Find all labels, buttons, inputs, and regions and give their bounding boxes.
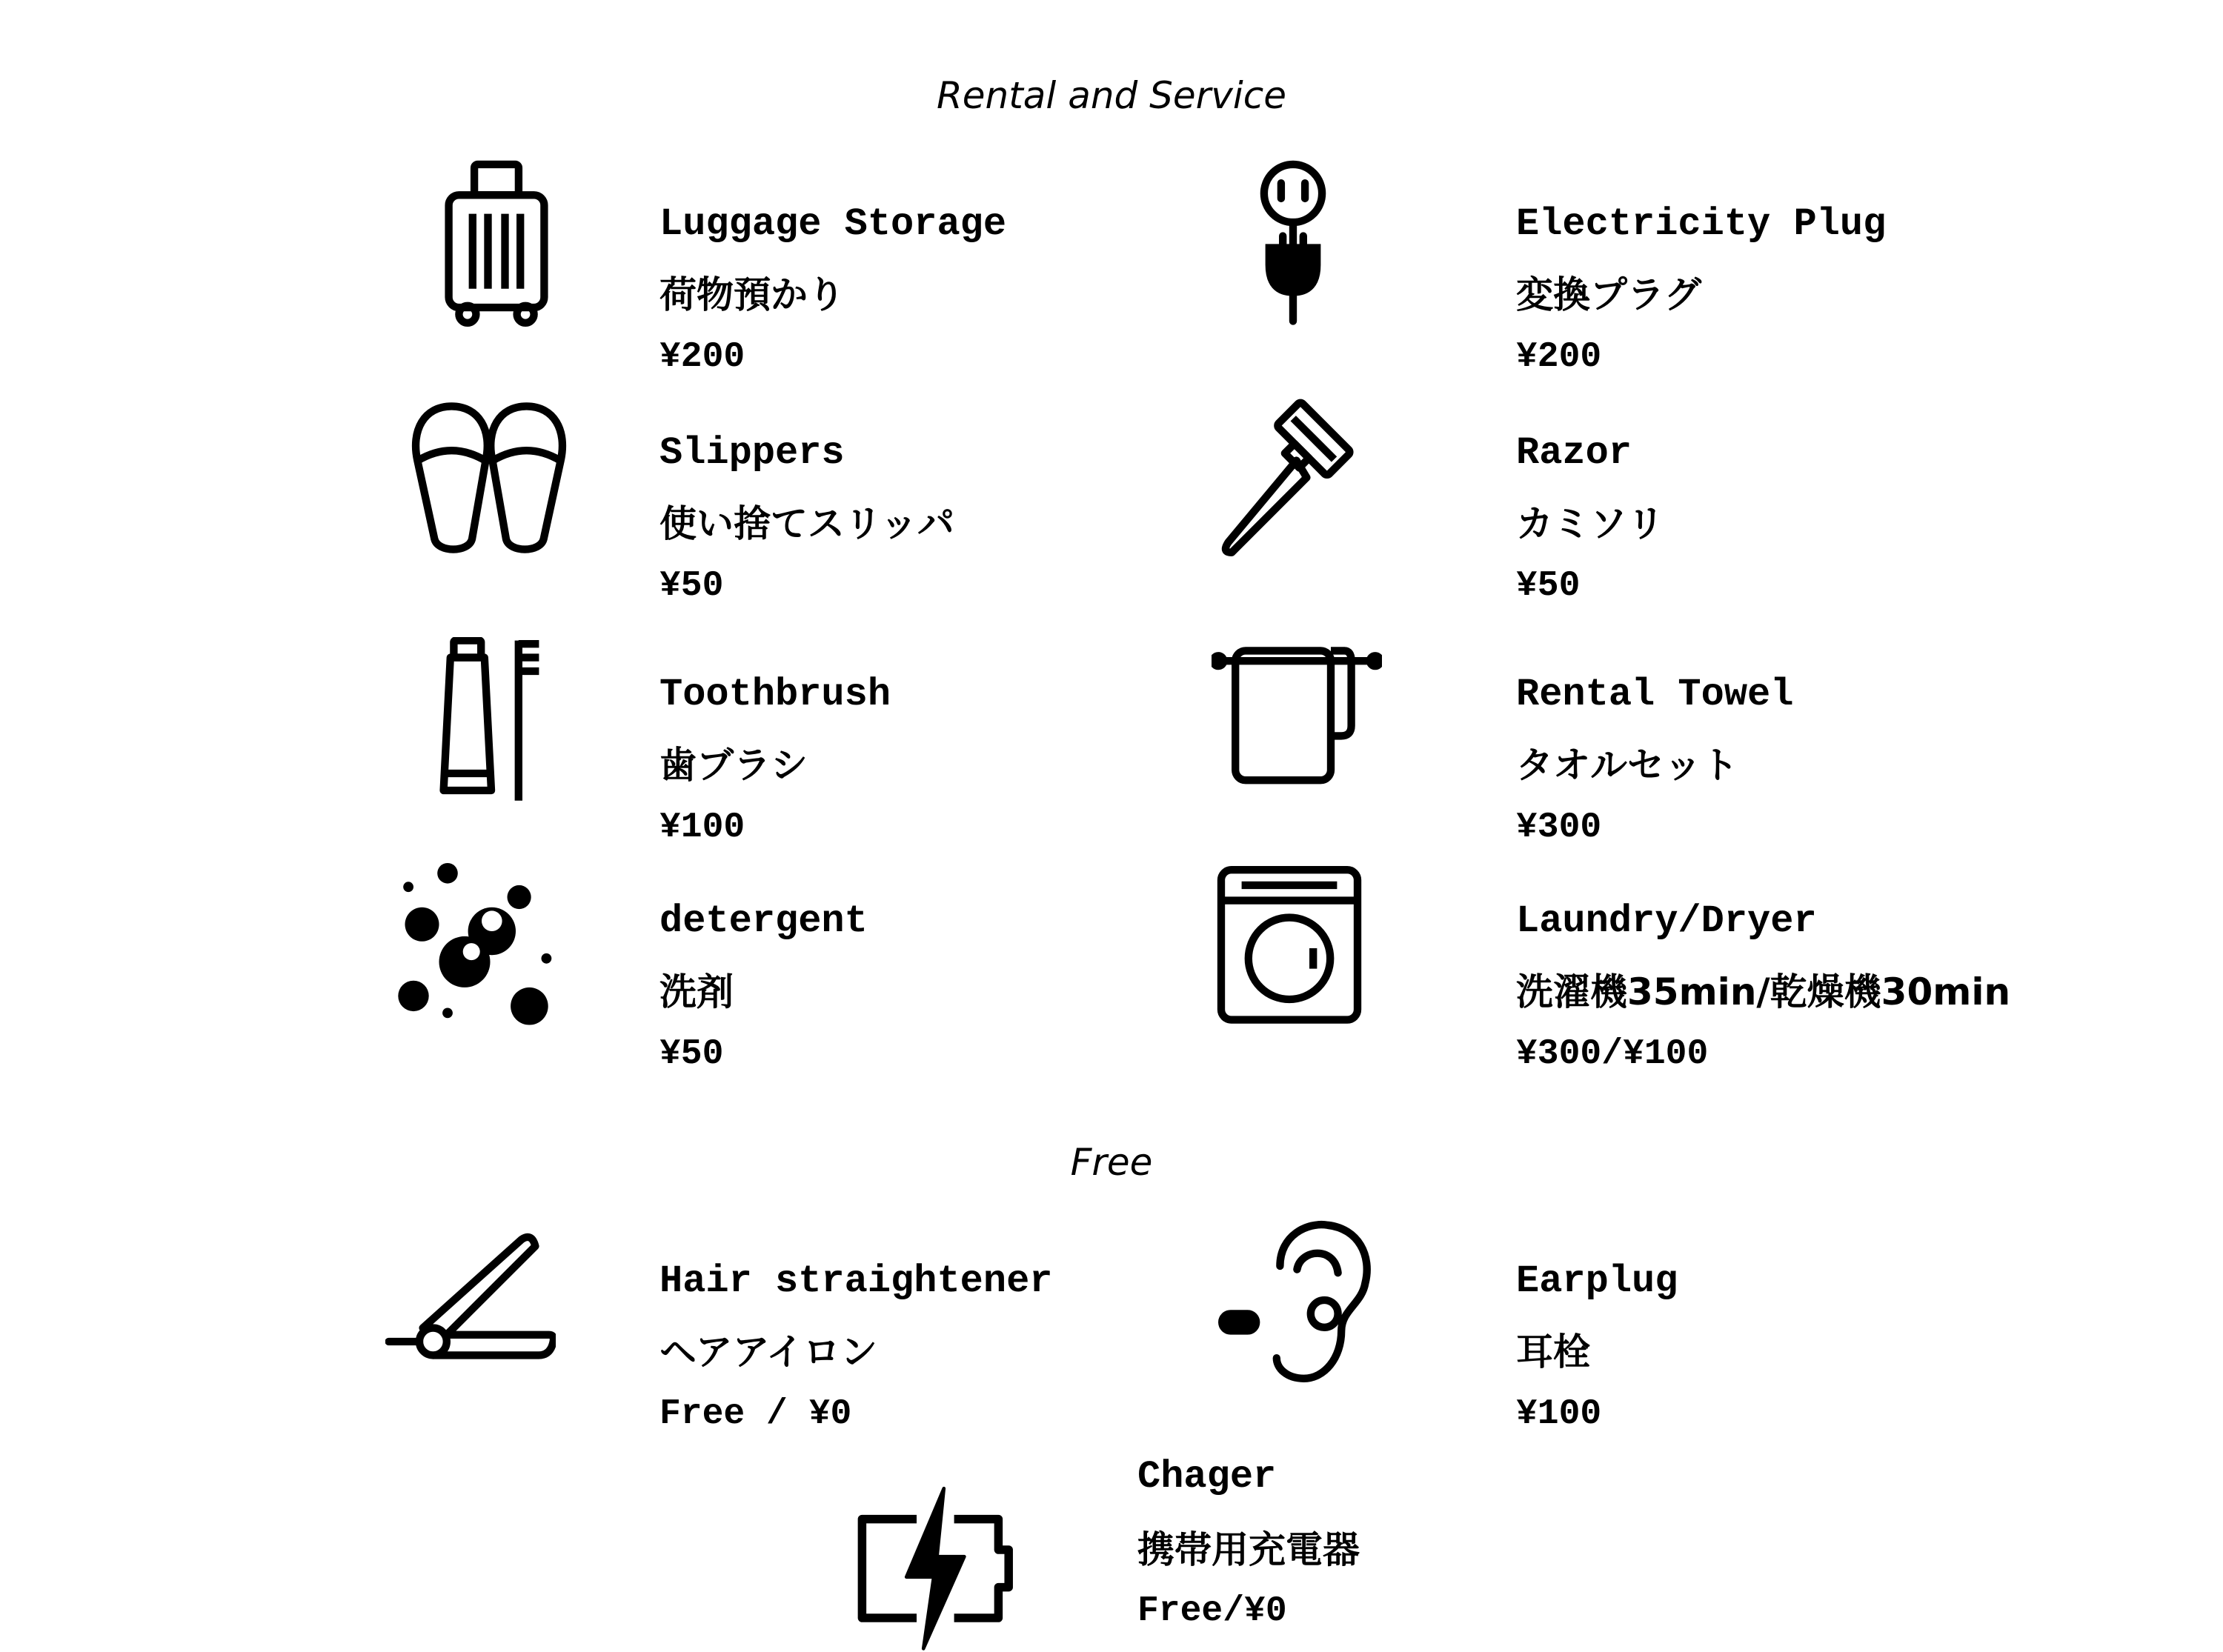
item-name-en: detergent [659, 899, 868, 943]
item-name-ja: タオルセット [1516, 744, 1738, 787]
item-name-en: Earplug [1516, 1259, 1678, 1303]
item-name-en: Electricity Plug [1516, 202, 1887, 246]
item-price: ¥100 [1516, 1394, 1602, 1434]
item-name-en: Toothbrush [659, 673, 891, 716]
item-name-ja: 歯ブラシ [659, 744, 808, 787]
item-name-ja: 洗剤 [659, 970, 734, 1013]
item-price: Free/¥0 [1137, 1591, 1287, 1631]
item-price: Free / ¥0 [659, 1394, 852, 1434]
item-name-en: Razor [1516, 431, 1632, 475]
washing-machine-icon [1204, 863, 1375, 1033]
item-name-en: Slippers [659, 431, 845, 475]
battery-charging-icon [848, 1482, 1019, 1652]
item-price: ¥200 [659, 337, 745, 377]
toothbrush-icon [406, 637, 576, 807]
hair-straightener-icon [385, 1222, 556, 1393]
item-name-en: Chager [1137, 1455, 1277, 1499]
item-price: ¥300 [1516, 807, 1602, 847]
item-price: ¥300/¥100 [1516, 1034, 1709, 1074]
slippers-icon [404, 393, 574, 563]
section-title-rental: Rental and Service [937, 74, 1286, 117]
plug-icon [1208, 159, 1378, 330]
item-name-ja: 洗濯機35min/乾燥機30min [1516, 970, 2011, 1013]
item-name-en: Luggage Storage [659, 202, 1007, 246]
item-name-en: Rental Towel [1516, 673, 1794, 716]
ear-icon [1215, 1215, 1386, 1385]
item-price: ¥100 [659, 807, 745, 847]
item-name-ja: 携帯用充電器 [1137, 1528, 1360, 1571]
item-price: ¥50 [1516, 566, 1581, 606]
bubbles-icon [396, 863, 567, 1033]
item-price: ¥200 [1516, 337, 1602, 377]
item-name-ja: 変換プラグ [1516, 273, 1701, 316]
suitcase-icon [411, 159, 582, 330]
item-name-ja: 使い捨てスリッパ [659, 502, 954, 545]
item-name-ja: ヘアアイロン [659, 1330, 877, 1373]
item-name-ja: 耳栓 [1516, 1330, 1590, 1373]
razor-icon [1208, 389, 1378, 559]
item-name-en: Laundry/Dryer [1516, 899, 1817, 943]
item-name-ja: カミソリ [1516, 502, 1664, 545]
item-name-ja: 荷物預かり [659, 273, 845, 316]
item-price: ¥50 [659, 566, 724, 606]
item-price: ¥50 [659, 1034, 724, 1074]
item-name-en: Hair straightener [659, 1259, 1053, 1303]
towel-icon [1212, 637, 1382, 807]
section-title-free: Free [1070, 1141, 1153, 1184]
